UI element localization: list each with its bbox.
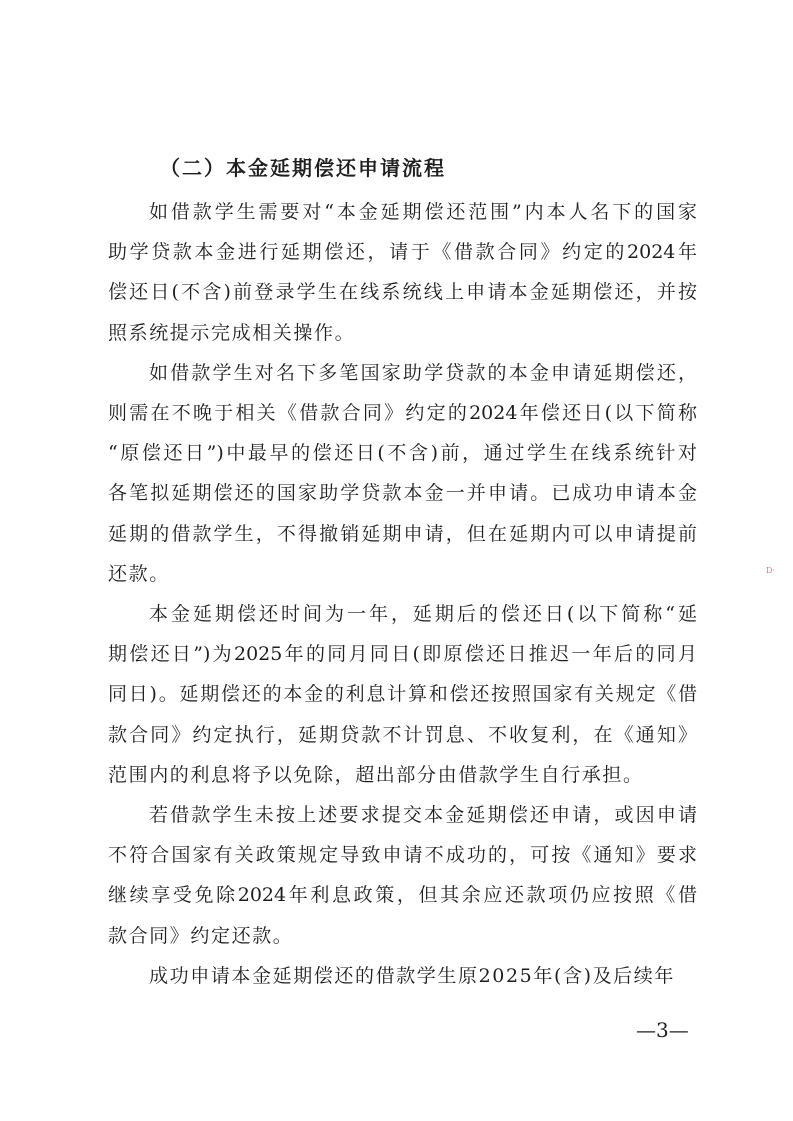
text-line: 各笔拟延期偿还的国家助学贷款本金一并申请。已成功申请本金 [108, 482, 697, 505]
text-line: 助学贷款本金进行延期偿还，请于《借款合同》约定的2024年 [108, 241, 697, 264]
text-line: 款合同》约定执行，延期贷款不计罚息、不收复利，在《通知》 [108, 723, 697, 746]
text-line: 则需在不晚于相关《借款合同》约定的2024年偿还日(以下简称 [108, 402, 697, 424]
text-line: 款合同》约定还款。 [108, 924, 294, 947]
text-line: 范围内的利息将予以免除，超出部分由借款学生自行承担。 [108, 763, 644, 786]
margin-mark: D· [766, 566, 775, 575]
text-line: 同日)。延期偿还的本金的利息计算和偿还按照国家有关规定《借 [108, 683, 697, 706]
section-heading: （二）本金延期偿还申请流程 [160, 156, 446, 180]
text-line: 成功申请本金延期偿还的借款学生原2025年(含)及后续年 [149, 964, 675, 987]
text-line: 如借款学生对名下多笔国家助学贷款的本金申请延期偿还， [149, 361, 697, 384]
text-line: 如借款学生需要对“本金延期偿还范围”内本人名下的国家 [149, 201, 697, 223]
text-line: 不符合国家有关政策规定导致申请不成功的，可按《通知》要求 [108, 844, 697, 867]
text-line: 照系统提示完成相关操作。 [108, 321, 356, 344]
page-number: —3— [636, 1018, 689, 1042]
text-line: “原偿还日”)中最早的偿还日(不含)前，通过学生在线系统针对 [108, 442, 697, 465]
text-line: 偿还日(不含)前登录学生在线系统线上申请本金延期偿还，并按 [108, 281, 697, 304]
text-line: 还款。 [108, 562, 170, 585]
text-line: 若借款学生未按上述要求提交本金延期偿还申请，或因申请 [149, 804, 697, 826]
text-line: 继续享受免除2024年利息政策，但其余应还款项仍应按照《借 [108, 884, 697, 907]
text-line: 期偿还日”)为2025年的同月同日(即原偿还日推迟一年后的同月 [108, 643, 697, 666]
text-line: 延期的借款学生，不得撤销延期申请，但在延期内可以申请提前 [108, 522, 697, 545]
text-line: 本金延期偿还时间为一年，延期后的偿还日(以下简称“延 [149, 603, 697, 625]
